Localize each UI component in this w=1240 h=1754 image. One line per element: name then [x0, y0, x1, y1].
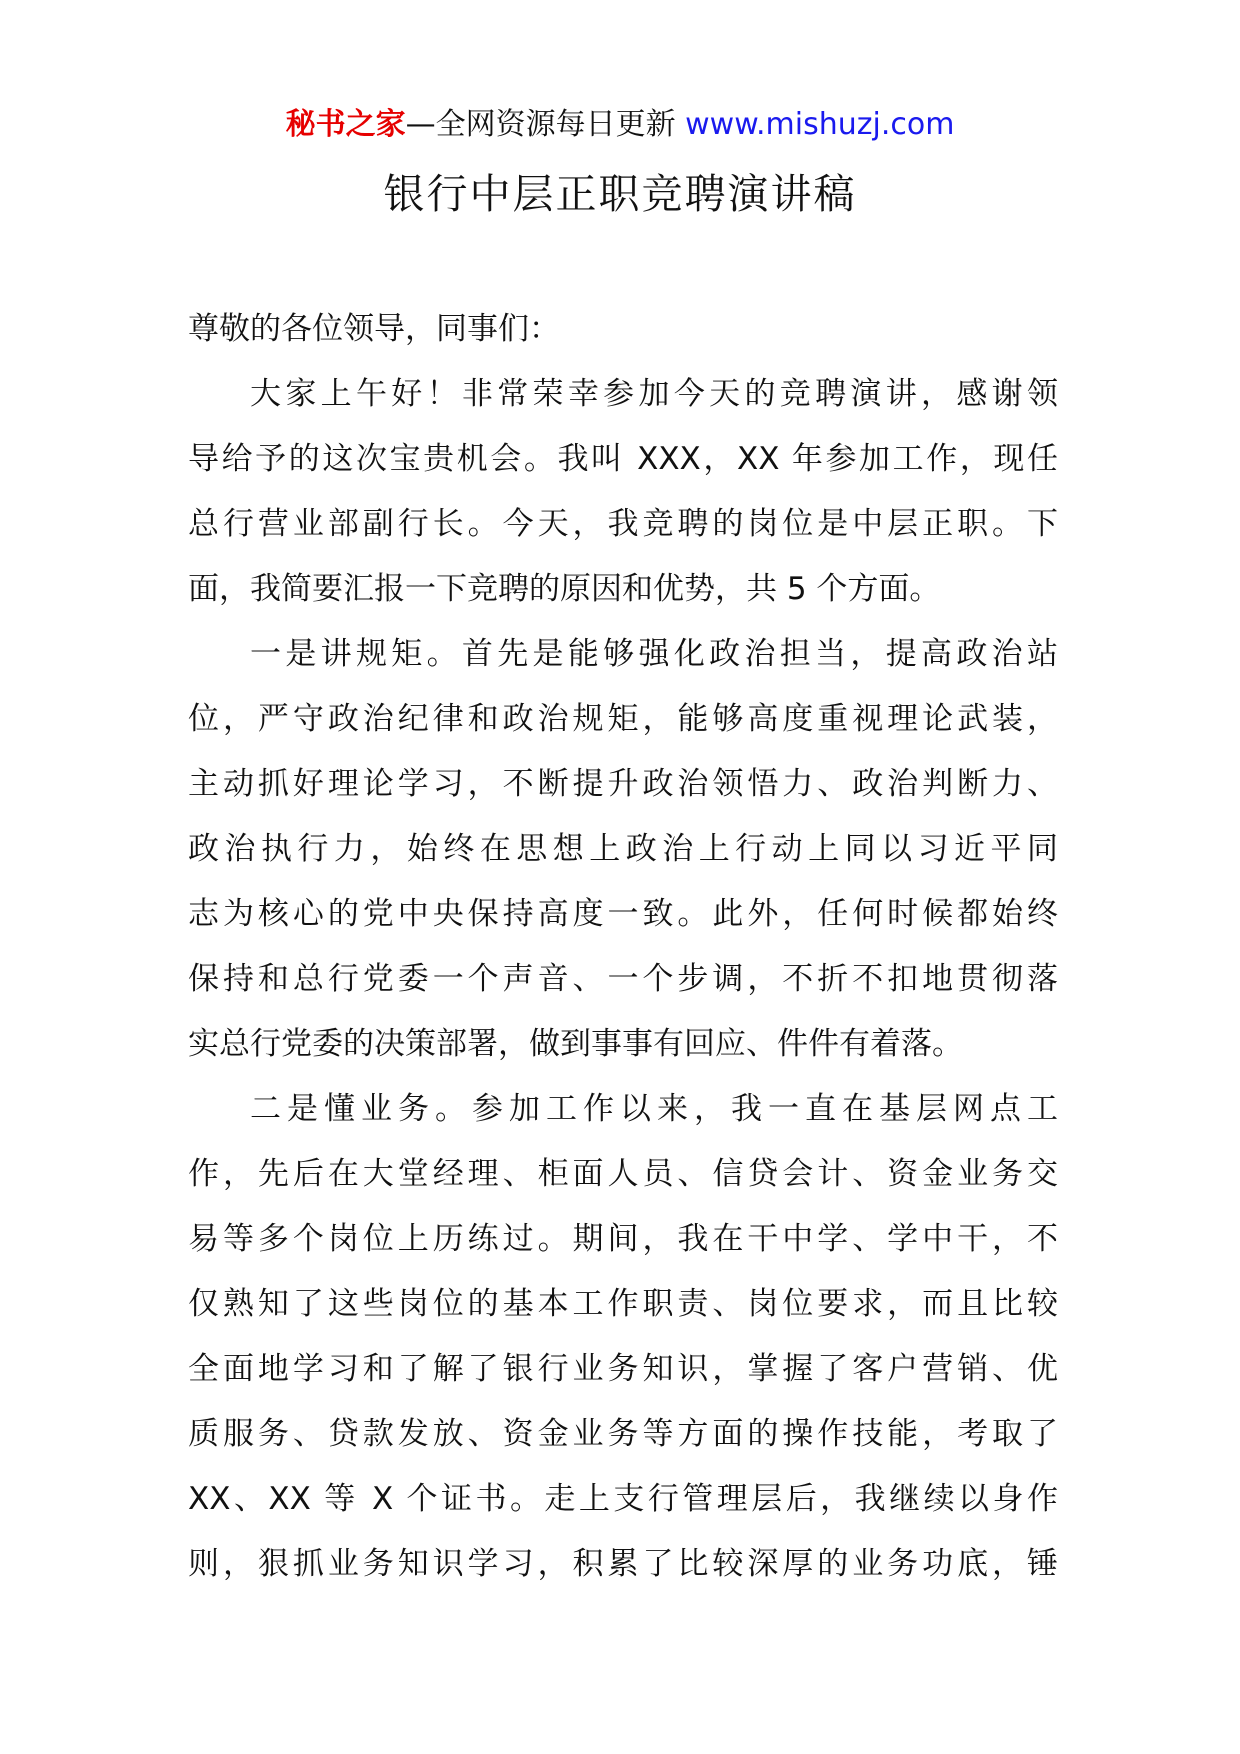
paragraph-line: 总行营业部副行长。今天，我竞聘的岗位是中层正职。下 [188, 506, 1058, 542]
document-body [188, 297, 1058, 1597]
paragraph-line: 位，严守政治纪律和政治规矩，能够高度重视理论武装， [188, 701, 1058, 737]
site-header [0, 103, 1240, 147]
paragraph-line: 导给予的这次宝贵机会。我叫 XXX，XX 年参加工作，现任 [188, 441, 1058, 477]
paragraph-line: 大家上午好！非常荣幸参加今天的竞聘演讲，感谢领 [250, 376, 1058, 412]
paragraph-line: 二是懂业务。参加工作以来，我一直在基层网点工 [250, 1091, 1058, 1127]
paragraph-line: 质服务、贷款发放、资金业务等方面的操作技能，考取了 [188, 1416, 1058, 1452]
salutation-line: 尊敬的各位领导，同事们： [188, 311, 560, 347]
document-title: 银行中层正职竞聘演讲稿 [383, 170, 857, 218]
paragraph-line: 全面地学习和了解了银行业务知识，掌握了客户营销、优 [188, 1351, 1058, 1387]
paragraph-line: 面，我简要汇报一下竞聘的原因和优势，共 5 个方面。 [188, 571, 941, 607]
paragraph-line: 政治执行力，始终在思想上政治上行动上同以习近平同 [188, 831, 1058, 867]
paragraph-line: 易等多个岗位上历练过。期间，我在干中学、学中干，不 [188, 1221, 1058, 1257]
paragraph-line: 一是讲规矩。首先是能够强化政治担当，提高政治站 [250, 636, 1058, 672]
paragraph-line: 实总行党委的决策部署，做到事事有回应、件件有着落。 [188, 1026, 963, 1062]
site-url-link[interactable]: www.mishuzj.com [685, 107, 955, 142]
paragraph-line: 保持和总行党委一个声音、一个步调，不折不扣地贯彻落 [188, 961, 1058, 997]
header-tagline: —全网资源每日更新 [405, 107, 676, 142]
paragraph-line: 仅熟知了这些岗位的基本工作职责、岗位要求，而且比较 [188, 1286, 1058, 1322]
paragraph-line: 主动抓好理论学习，不断提升政治领悟力、政治判断力、 [188, 766, 1058, 802]
paragraph-line: 则，狠抓业务知识学习，积累了比较深厚的业务功底，锤 [188, 1546, 1058, 1582]
brand-name: 秘书之家 [285, 107, 406, 142]
paragraph-line: 作，先后在大堂经理、柜面人员、信贷会计、资金业务交 [188, 1156, 1058, 1192]
paragraph-line: 志为核心的党中央保持高度一致。此外，任何时候都始终 [188, 896, 1058, 932]
paragraph-line: XX、XX 等 X 个证书。走上支行管理层后，我继续以身作 [188, 1481, 1058, 1517]
